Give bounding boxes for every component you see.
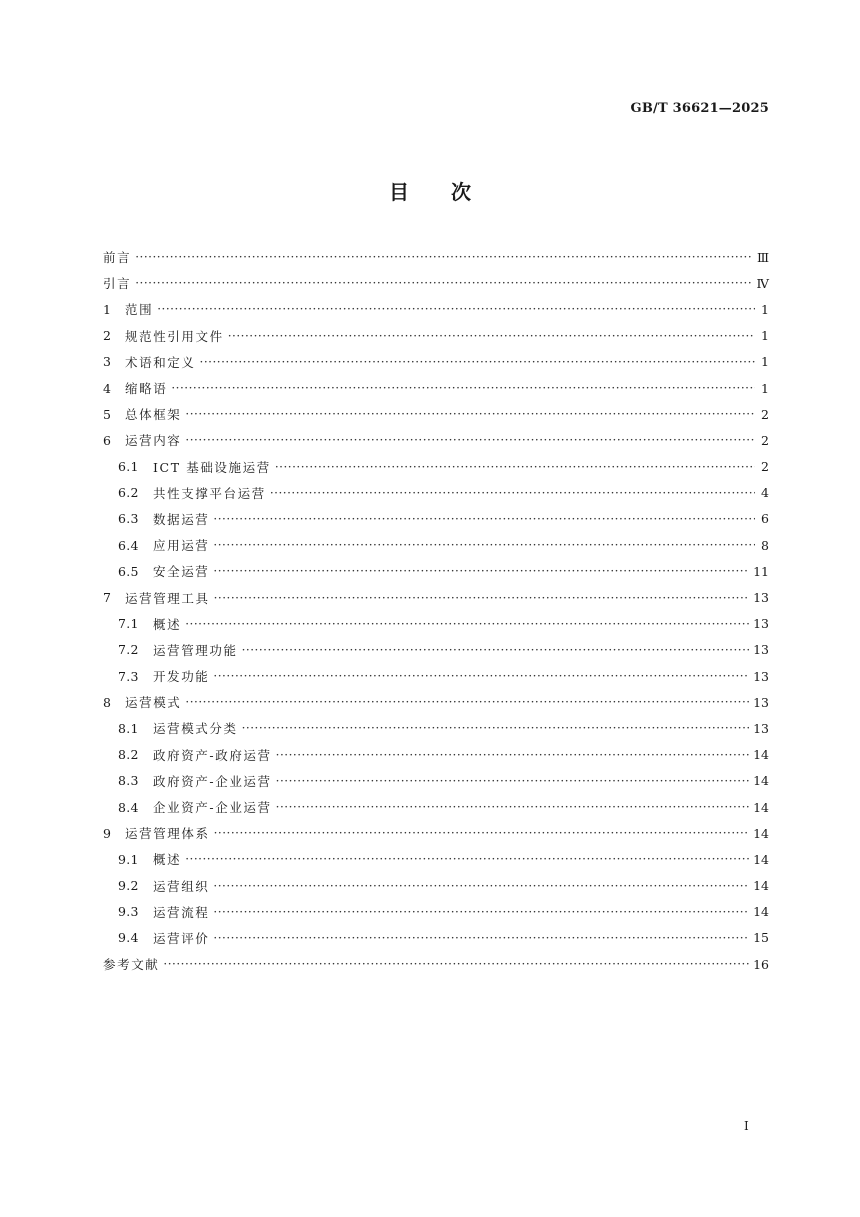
toc-entry-number: 3 — [103, 354, 112, 370]
toc-entry-number: 7.3 — [118, 668, 139, 684]
toc-entry-label: 引言 — [103, 276, 132, 292]
toc-leader-dots — [185, 852, 749, 866]
toc-entry-page: 13 — [753, 590, 769, 606]
toc-entry[interactable] — [103, 715, 769, 741]
toc-entry-label: 应用运营 — [153, 538, 210, 554]
toc-entry-number: 6.2 — [118, 485, 139, 501]
toc-entry[interactable] — [103, 375, 769, 401]
toc-entry[interactable] — [103, 768, 769, 794]
toc-entry-page: 2 — [761, 432, 769, 448]
toc-entry-number: 7 — [103, 590, 112, 606]
toc-entry-page: 1 — [761, 328, 769, 344]
toc-entry-number: 8.3 — [118, 773, 139, 789]
toc-entry-label: 运营流程 — [153, 904, 210, 920]
toc-entry-number: 9.1 — [118, 851, 139, 867]
toc-leader-dots — [242, 721, 749, 735]
toc-entry[interactable] — [103, 349, 769, 375]
toc-entry-page: Ⅳ — [756, 275, 769, 291]
toc-entry-label: 共性支撑平台运营 — [153, 485, 266, 501]
toc-entry[interactable] — [103, 951, 769, 977]
toc-entry-page: 13 — [753, 720, 769, 736]
toc-entry[interactable] — [103, 846, 769, 872]
toc-entry-number: 6.5 — [118, 563, 139, 579]
toc-entry-page: Ⅲ — [756, 249, 769, 265]
toc-entry-label: 参考文献 — [103, 957, 160, 973]
toc-leader-dots — [213, 905, 749, 919]
toc-entry-number: 8 — [103, 694, 112, 710]
toc-entry-number: 8.4 — [118, 799, 139, 815]
toc-entry[interactable] — [103, 794, 769, 820]
toc-entry-label: 运营组织 — [153, 878, 210, 894]
title-char-2: 次 — [451, 180, 471, 204]
toc-entry-page: 14 — [753, 747, 769, 763]
toc-entry-number: 8.1 — [118, 720, 139, 736]
toc-entry[interactable] — [103, 401, 769, 427]
toc-entry-number: 6.1 — [118, 459, 139, 475]
toc-entry-number: 8.2 — [118, 747, 139, 763]
toc-entry-label: 前言 — [103, 250, 132, 266]
toc-entry-label: 运营评价 — [153, 930, 210, 946]
toc-entry-label: 概述 — [153, 852, 182, 868]
toc-entry[interactable] — [103, 558, 769, 584]
toc-entry-label: 缩略语 — [125, 381, 168, 397]
page-title — [0, 176, 860, 205]
toc-leader-dots — [242, 643, 749, 657]
toc-entry-page: 1 — [761, 380, 769, 396]
toc-entry[interactable] — [103, 663, 769, 689]
toc-entry-page: 1 — [761, 354, 769, 370]
toc-entry-page: 15 — [753, 930, 769, 946]
toc-entry-label: 运营内容 — [125, 433, 182, 449]
toc-leader-dots — [228, 329, 755, 343]
toc-entry-label: 安全运营 — [153, 564, 210, 580]
toc-leader-dots — [275, 460, 755, 474]
toc-entry-label: 政府资产-政府运营 — [153, 747, 272, 763]
toc-entry[interactable] — [103, 611, 769, 637]
toc-entry[interactable] — [103, 454, 769, 480]
toc-entry-page: 13 — [753, 642, 769, 658]
toc-leader-dots — [185, 407, 755, 421]
toc-entry-page: 2 — [761, 406, 769, 422]
toc-entry[interactable] — [103, 244, 769, 270]
toc-entry[interactable] — [103, 584, 769, 610]
toc-entry-page: 13 — [753, 616, 769, 632]
toc-entry-page: 13 — [753, 668, 769, 684]
toc-entry-label: 数据运营 — [153, 511, 210, 527]
toc-leader-dots — [213, 564, 749, 578]
toc-entry-number: 6.3 — [118, 511, 139, 527]
toc-entry-page: 4 — [761, 485, 769, 501]
toc-entry-page: 8 — [761, 537, 769, 553]
toc-entry-label: 开发功能 — [153, 669, 210, 685]
toc-leader-dots — [135, 250, 753, 264]
toc-entry-number: 4 — [103, 380, 112, 396]
toc-entry-page: 14 — [753, 851, 769, 867]
toc-entry-label: 运营管理工具 — [125, 590, 210, 606]
toc-entry[interactable] — [103, 873, 769, 899]
toc-entry[interactable] — [103, 323, 769, 349]
page-number: I — [744, 1119, 749, 1133]
toc-entry[interactable] — [103, 506, 769, 532]
toc-leader-dots — [276, 748, 749, 762]
toc-entry-number: 9.3 — [118, 904, 139, 920]
toc-entry-label: 总体框架 — [125, 407, 182, 423]
toc-entry[interactable] — [103, 742, 769, 768]
toc-leader-dots — [200, 355, 755, 369]
standard-number: GB/T 36621—2025 — [630, 101, 769, 116]
toc-entry-label: 政府资产-企业运营 — [153, 773, 272, 789]
toc-entry-page: 16 — [753, 956, 769, 972]
toc-entry-number: 9 — [103, 825, 112, 841]
toc-entry-page: 14 — [753, 904, 769, 920]
toc-entry[interactable] — [103, 427, 769, 453]
toc-leader-dots — [213, 512, 755, 526]
toc-entry-label: 运营模式分类 — [153, 721, 238, 737]
toc-entry[interactable] — [103, 637, 769, 663]
toc-entry[interactable] — [103, 270, 769, 296]
toc-entry[interactable] — [103, 689, 769, 715]
toc-entry-label: 范围 — [125, 302, 154, 318]
toc-entry-page: 11 — [753, 563, 769, 579]
toc-leader-dots — [214, 826, 749, 840]
toc-leader-dots — [276, 774, 749, 788]
toc-leader-dots — [185, 695, 749, 709]
toc-entry-page: 13 — [753, 694, 769, 710]
toc-entry[interactable] — [103, 296, 769, 322]
toc-leader-dots — [276, 800, 749, 814]
toc-entry-label: 运营管理功能 — [153, 642, 238, 658]
toc-leader-dots — [135, 276, 752, 290]
toc-entry-label: 术语和定义 — [125, 354, 196, 370]
toc-leader-dots — [214, 591, 749, 605]
toc-entry-number: 6.4 — [118, 537, 139, 553]
toc-entry-label: 企业资产-企业运营 — [153, 800, 272, 816]
toc-entry-number: 6 — [103, 432, 112, 448]
toc-entry-page: 1 — [761, 301, 769, 317]
toc-entry-number: 9.2 — [118, 878, 139, 894]
toc-leader-dots — [213, 538, 755, 552]
toc-entry-label: 规范性引用文件 — [125, 328, 224, 344]
toc-entry-number: 7.2 — [118, 642, 139, 658]
title-char-1: 目 — [389, 180, 409, 204]
toc-entry-number: 7.1 — [118, 616, 139, 632]
toc-entry-number: 2 — [103, 328, 112, 344]
toc-entry[interactable] — [103, 532, 769, 558]
toc-entry-label: 概述 — [153, 616, 182, 632]
toc-entry-label: ICT 基础设施运营 — [153, 459, 271, 475]
toc-entry-page: 2 — [761, 459, 769, 475]
toc-entry-label: 运营模式 — [125, 695, 182, 711]
table-of-contents — [103, 244, 769, 977]
toc-entry-page: 6 — [761, 511, 769, 527]
toc-entry-number: 9.4 — [118, 930, 139, 946]
toc-entry[interactable] — [103, 925, 769, 951]
toc-leader-dots — [213, 931, 749, 945]
toc-leader-dots — [185, 617, 749, 631]
toc-entry-number: 1 — [103, 301, 112, 317]
toc-leader-dots — [270, 486, 755, 500]
toc-leader-dots — [213, 669, 749, 683]
toc-entry[interactable] — [103, 820, 769, 846]
toc-entry-page: 14 — [753, 773, 769, 789]
toc-leader-dots — [185, 433, 755, 447]
toc-entry[interactable] — [103, 480, 769, 506]
toc-leader-dots — [213, 879, 749, 893]
toc-entry-page: 14 — [753, 878, 769, 894]
toc-entry-number: 5 — [103, 406, 112, 422]
toc-leader-dots — [171, 381, 755, 395]
toc-entry-page: 14 — [753, 799, 769, 815]
toc-entry-label: 运营管理体系 — [125, 826, 210, 842]
toc-leader-dots — [157, 302, 755, 316]
toc-leader-dots — [163, 957, 749, 971]
toc-entry[interactable] — [103, 899, 769, 925]
toc-entry-page: 14 — [753, 825, 769, 841]
